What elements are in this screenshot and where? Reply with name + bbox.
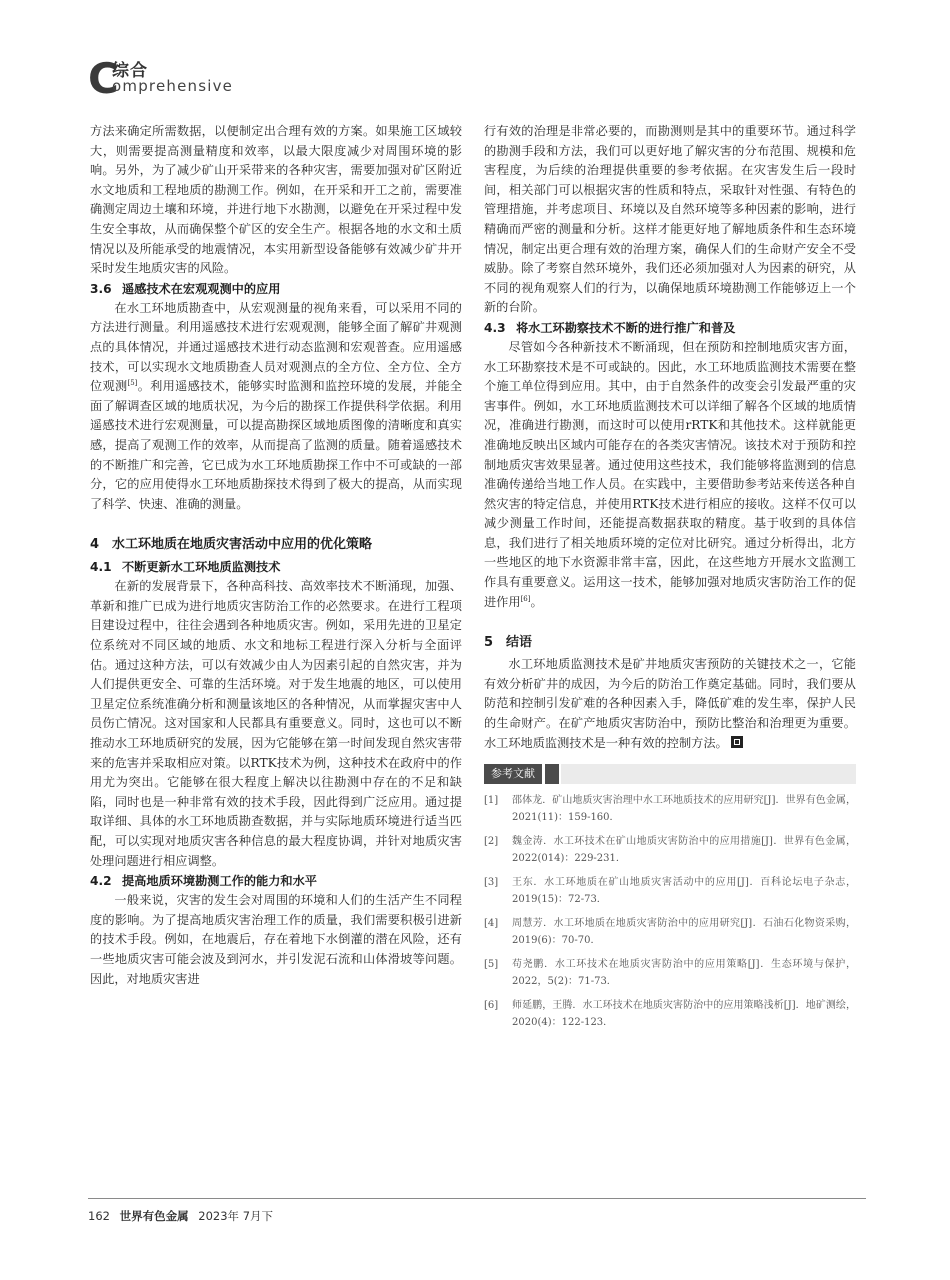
issue-date: 2023年 7月下: [198, 1209, 274, 1223]
page-footer: [88, 1208, 279, 1224]
section-title: 遥感技术在宏观观测中的应用: [122, 281, 281, 296]
section-title: 不断更新水工环地质监测技术: [122, 560, 281, 575]
paragraph: 一般来说，灾害的发生会对周围的环境和人们的生活产生不同程度的影响。为了提高地质灾害治理工作的质量，我们需要积极引进新的技术手段。例如，在地震后，存在着地下水倒灌的潜在风险，还有一些地质灾害可能会波及到河水，并引发泥石流和山体滑坡等问题。因此，对地质灾害进: [90, 893, 462, 986]
section-heading-3-6: [90, 279, 462, 299]
reference-text: 周慧芳．水工环地质在地质灾害防治中的应用研究[J]．石油石化物资采购，2019(6)：70-70．: [512, 918, 856, 947]
paragraph-text: 水工环地质监测技术是矿井地质灾害预防的关键技术之一，它能有效分析矿井的成因，为今后的防治工作奠定基础。同时，我们要从防范和控制引发矿难的各种因素入手，降低矿难的发生率，保护人民的生命财产。在矿产地质灾害防治中，预防比整治和治理更为重要。水工环地质监测技术是一种有效的控制方法。: [484, 657, 856, 750]
reference-text: 师延鹏，王腾．水工环技术在地质灾害防治中的应用策略浅析[J]．地矿测绘，2020(4)：122-123．: [512, 1000, 856, 1029]
reference-text: 王东．水工环地质在矿山地质灾害活动中的应用[J]．百科论坛电子杂志，2019(15)：72-73．: [512, 877, 856, 906]
paragraph-text: 尽管如今各种新技术不断涌现，但在预防和控制地质灾害方面，水工环勘察技术是不可或缺的。因此，水工环地质监测技术需要在整个施工单位得到应用。其中，由于自然条件的改变会引发最严重的灾害事件。例如，水工环地质监测技术可以详细了解各个区域的地质情况，准确进行勘测，而这时可以使用rRTK和其他技术。这样就能更准确地反映出区域内可能存在的各类灾害情况。该技术对于预防和控制地质灾害效果显著。通过使用这些技术，我们能够将监测到的信息准确传递给当地工作人员。在实践中，主要借助参考站来传送各种自然灾害的特定信息，并使用RTK技术进行相应的接收。这样不仅可以减少测量工作时间，还能提高数据获取的精度。基于收到的具体信息，我们进行了相关地质环境的定位对比研究。通过分析得出，北方一些地区的地下水资源非常丰富，因此，在这些地方开展水文监测工作具有重要意义。运用这一技术，能够加强对地质灾害防治工作的促进作用: [484, 339, 856, 609]
references-bar: [545, 764, 559, 784]
paragraph: 方法来确定所需数据，以便制定出合理有效的方案。如果施工区域较大，则需要提高测量精度和效率，以最大限度减少对周围环境的影响。另外，为了减少矿山开采带来的各种灾害，需要加强对矿区附近水文地质和工程地质的勘测工作。例如，在开采和开工之前，需要准确测定周边土壤和环境，并进行地下水勘测，以避免在开采过程中发生安全事故，从而确保整个矿区的安全生产。根据各地的水文和土质情况以及所能承受的地震情况，本实用新型设备能够有效减少矿井开采时发生地质灾害的风险。: [90, 124, 462, 276]
reference-text: 魏金涛．水工环技术在矿山地质灾害防治中的应用措施[J]．世界有色金属，2022(014)：229-231．: [512, 836, 856, 865]
references-header: [484, 763, 856, 785]
reference-item: [484, 915, 856, 949]
category-title-en: omprehensive: [112, 77, 234, 95]
right-column: [484, 122, 856, 1031]
section-heading-4-3: [484, 318, 856, 338]
paragraph: 在新的发展背景下，各种高科技、高效率技术不断涌现，加强、革新和推广已成为进行地质灾害防治工作的必然要求。在进行工程项目建设过程中，往往会遇到各种地质灾害。例如，采用先进的卫星定位系统对不同区域的地质、水文和地标工程进行深入分析与全面评估。通过这种方法，可以有效减少由人为因素引起的自然灾害，并为人们提供更安全、可靠的生活环境。对于发生地震的地区，可以使用卫星定位系统准确分析和测量该地区的各种情况，从而掌握灾害中人员伤亡情况。这对国家和人民都具有重要意义。同时，这也可以不断推动水工环地质研究的发展，因为它能够在第一时间发现自然灾害带来的危害并采取相应对策。以RTK技术为例，这种技术在政府中的作用尤为突出。它能够在很大程度上解决以往勘测中存在的不足和缺陷，同时也是一种非常有效的技术手段，因此得到广泛应用。通过提取详细、具体的水工环地质勘查数据，并与实际地质环境进行适当匹配，可以实现对地质灾害各种信息的最大程度协调，并针对地质灾害处理问题进行相应调整。: [90, 579, 462, 868]
reference-number: [2]: [484, 836, 499, 848]
references-title: 参考文献: [484, 764, 542, 784]
section-heading-4-2: [90, 871, 462, 891]
section-title: 提高地质环境勘测工作的能力和水平: [122, 874, 317, 889]
page-number: 162: [88, 1209, 110, 1223]
section-heading-5: [484, 631, 856, 655]
reference-item: [484, 956, 856, 990]
citation: [6]: [520, 594, 531, 603]
section-number: 4.2: [90, 874, 112, 889]
reference-number: [1]: [484, 795, 499, 807]
paragraph-text: 在水工环地质勘查中，从宏观测量的视角来看，可以采用不同的方法进行测量。利用遥感技术进行宏观观测，能够全面了解矿井观测点的具体情况，并通过遥感技术进行动态监测和宏观普查。应用遥感技术，可以实现水文地质勘查人员对观测点的全方位、全方位、全方位观测: [90, 300, 462, 394]
reference-number: [3]: [484, 877, 499, 889]
paragraph-text: 。: [530, 594, 543, 609]
paragraph: 行有效的治理是非常必要的，而勘测则是其中的重要环节。通过科学的勘测手段和方法，我们可以更好地了解灾害的分布范围、规模和危害程度，为后续的治理提供重要的参考依据。在灾害发生后一段时间，相关部门可以根据灾害的性质和特点，采取针对性强、有特色的管理措施，并考虑项目、环境以及自然环境等多种因素的影响，进行精确而严密的测量和分析。这样才能更好地了解地质条件和生态环境情况，制定出更合理有效的治理方案，确保人们的生命财产安全不受威胁。除了考察自然环境外，我们还必须加强对人为因素的研究，从不同的视角观察人们的行为，以确保地质环境勘测工作能够迈上一个新的台阶。: [484, 124, 856, 315]
end-mark-icon: [731, 736, 743, 748]
section-heading-4-1: [90, 557, 462, 577]
logo-letter: C: [88, 54, 119, 103]
reference-text: 苟尧鹏．水工环技术在地质灾害防治中的应用策略[J]．生态环境与保护，2022，5(2)：71-73．: [512, 959, 856, 988]
reference-list: [484, 792, 856, 1031]
journal-name: 世界有色金属: [119, 1209, 189, 1223]
section-logo: [88, 52, 258, 103]
paragraph-text: 。利用遥感技术，能够实时监测和监控环境的发展，并能全面了解调查区域的地质状况，为今后的勘探工作提供科学依据。利用遥感技术进行宏观测量，可以提高勘探区域地质图像的清晰度和真实感，提高了观测工作的效率，从而提高了监测的质量。随着遥感技术的不断推广和完善，它已成为水工环地质勘探工作中不可或缺的一部分，它的应用使得水工环地质勘探技术得到了极大的提高，从而实现了科学、快速、准确的测量。: [90, 379, 463, 511]
reference-item: [484, 997, 856, 1031]
left-column: [90, 122, 462, 989]
reference-text: 邵体龙．矿山地质灾害治理中水工环地质技术的应用研究[J]．世界有色金属，2021(11)：159-160．: [512, 795, 856, 824]
reference-number: [4]: [484, 918, 499, 930]
reference-number: [5]: [484, 959, 499, 971]
paragraph: [484, 338, 856, 612]
section-number: 5: [484, 635, 494, 651]
references-rule: [561, 764, 856, 784]
paragraph: [484, 655, 856, 753]
section-title: 结语: [506, 635, 533, 651]
paragraph: [90, 299, 462, 515]
reference-item: [484, 874, 856, 908]
reference-number: [6]: [484, 1000, 499, 1012]
section-title: 水工环地质在地质灾害活动中应用的优化策略: [112, 537, 373, 553]
footer-divider: [88, 1198, 866, 1199]
section-number: 4.1: [90, 560, 112, 575]
section-number: 4.3: [484, 320, 506, 335]
section-title: 将水工环勘察技术不断的进行推广和普及: [516, 320, 736, 335]
section-number: 4: [90, 537, 100, 553]
category-title-cn: 综合: [112, 61, 148, 81]
section-number: 3.6: [90, 281, 112, 296]
reference-item: [484, 792, 856, 826]
section-heading-4: [90, 533, 462, 557]
citation: [5]: [127, 379, 138, 388]
reference-item: [484, 833, 856, 867]
